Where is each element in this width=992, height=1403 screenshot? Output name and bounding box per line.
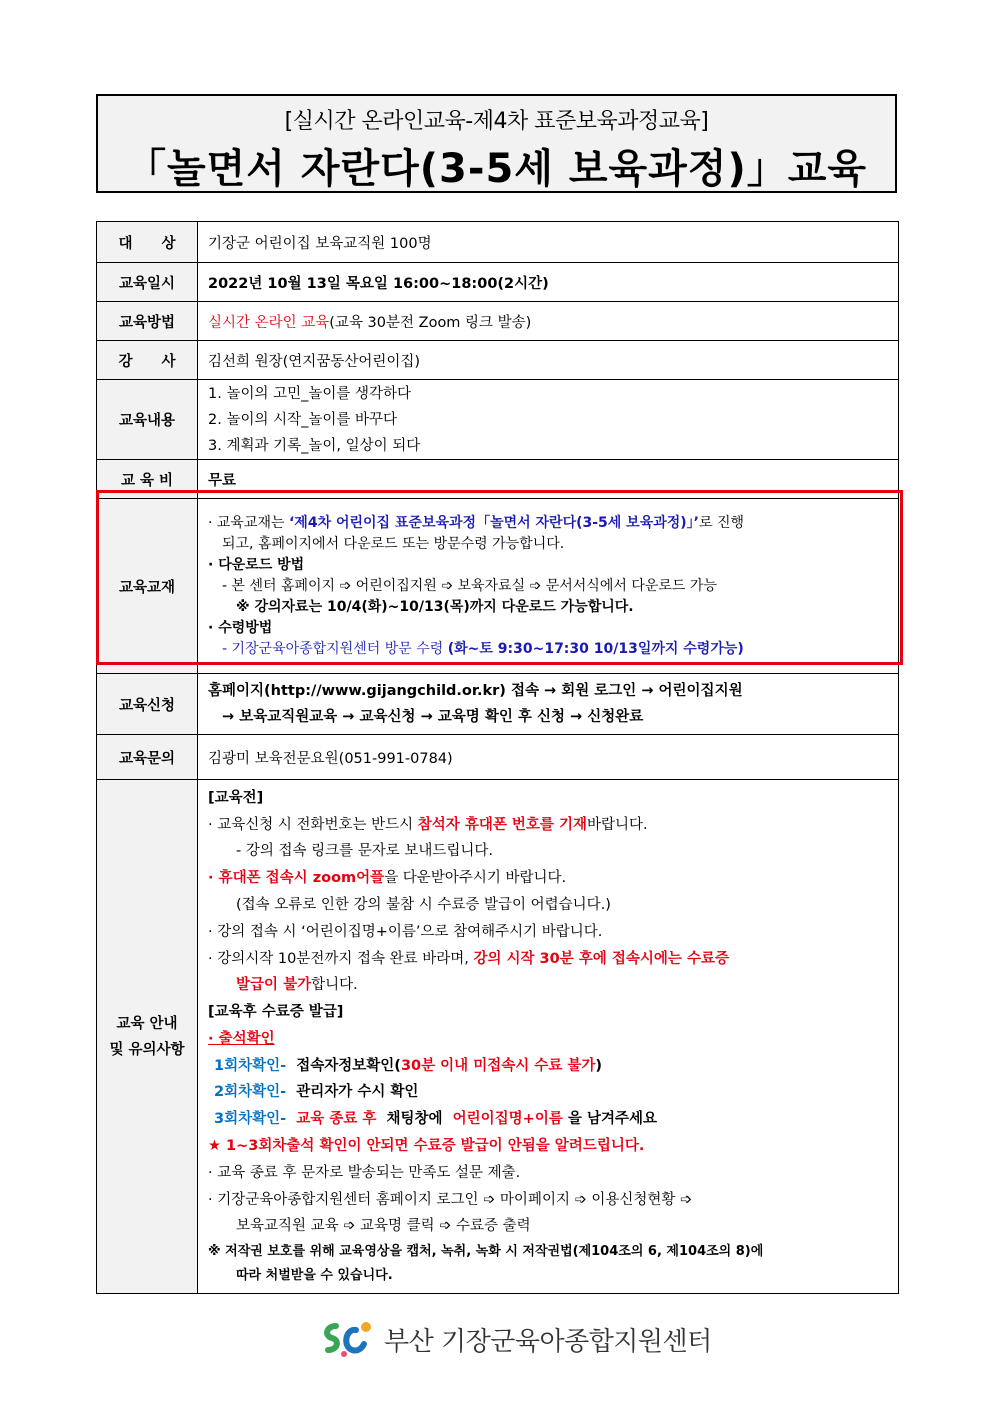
- value-method: [198, 302, 899, 341]
- notice-line: · 휴대폰 접속시 zoom어플을 다운받아주시기 바랍니다.: [208, 870, 567, 887]
- value-fee: 무료: [198, 460, 899, 499]
- row-method: [97, 302, 899, 341]
- apply-line: 홈페이지(http://www.gijangchild.or.kr) 접속 → 회원 로그인 → 어린이집지원: [208, 683, 743, 699]
- notice-copyright: ※ 저작권 보호를 위해 교육영상을 캡처, 녹취, 녹화 시 저작권법(제104조의 6, 제104조의 8)에: [208, 1244, 764, 1260]
- notice-check-1: 1회차확인- 접속자정보확인(30분 이내 미접속시 수료 불가): [214, 1057, 603, 1074]
- notice-line: · 교육신청 시 전화번호는 반드시 참석자 휴대폰 번호를 기재바랍니다.: [208, 816, 648, 833]
- notice-line: · 교육 종료 후 문자로 발송되는 만족도 설문 제출.: [208, 1164, 521, 1181]
- label-inquiry: 교육문의: [97, 735, 198, 780]
- notice-line: · 강의 접속 시 ‘어린이집명+이름’으로 참여해주시기 바랍니다.: [208, 923, 603, 940]
- label-textbook: 교육교재: [97, 499, 198, 674]
- notice-after-head: [교육후 수료증 발급]: [208, 1004, 344, 1021]
- label-method: 교육방법: [97, 302, 198, 341]
- value-lecturer: 김선희 원장(연지꿈동산어린이집): [198, 341, 899, 380]
- notice-line: · 강의시작 10분전까지 접속 완료 바라며, 강의 시작 30분 후에 접속시에는 수료증: [208, 950, 729, 967]
- textbook-line: · 교육교재는 ‘제4차 어린이집 표준보육과정「놀면서 자란다(3-5세 보육과정)」’로 진행: [208, 514, 745, 531]
- value-apply: [198, 674, 899, 735]
- method-online: 실시간 온라인 교육: [208, 314, 330, 331]
- row-lecturer: [97, 341, 899, 380]
- textbook-download-path: - 본 센터 홈페이지 ➩ 어린이집지원 ➩ 보육자료실 ➩ 문서서식에서 다운로드 가능: [222, 577, 717, 594]
- notice-line: - 강의 접속 링크를 문자로 보내드립니다.: [236, 843, 493, 860]
- method-note: (교육 30분전 Zoom 링크 발송): [329, 314, 532, 331]
- textbook-line: 되고, 홈페이지에서 다운로드 또는 방문수령 가능합니다.: [222, 535, 565, 552]
- notice-check-3: 3회차확인- 교육 종료 후 채팅창에 어린이집명+이름 을 남겨주세요: [214, 1111, 657, 1128]
- value-content: [198, 380, 899, 460]
- textbook-title: ‘제4차 어린이집 표준보육과정「놀면서 자란다(3-5세 보육과정)」’: [288, 514, 699, 531]
- row-date: [97, 263, 899, 302]
- value-notice: [198, 780, 899, 1294]
- value-date: 2022년 10월 13일 목요일 16:00~18:00(2시간): [198, 263, 899, 302]
- notice-star: ★ 1~3회차출석 확인이 안되면 수료증 발급이 안됨을 알려드립니다.: [208, 1138, 645, 1155]
- notice-line: (접속 오류로 인한 강의 불참 시 수료증 발급이 어렵습니다.): [236, 896, 611, 913]
- label-lecturer: 강 사: [97, 341, 198, 380]
- notice-attend-head: · 출석확인: [208, 1030, 275, 1047]
- row-content: [97, 380, 899, 460]
- notice-before-head: [교육전]: [208, 789, 264, 806]
- textbook-pickup-head: · 수령방법: [208, 619, 273, 636]
- row-textbook: [97, 499, 899, 674]
- textbook-pickup: - 기장군육아종합지원센터 방문 수령 (화~토 9:30~17:30 10/13일까지 수령가능): [222, 640, 744, 657]
- value-inquiry: 김광미 보육전문요원(051-991-0784): [198, 735, 899, 780]
- value-target: 기장군 어린이집 보육교직원 100명: [198, 222, 899, 263]
- row-apply: [97, 674, 899, 735]
- content-item: 2. 놀이의 시작_놀이를 바꾸다: [208, 411, 397, 428]
- value-textbook: [198, 499, 899, 674]
- title-subtitle: [실시간 온라인교육-제4차 표준보육과정교육]: [284, 109, 709, 134]
- row-target: [97, 222, 899, 263]
- footer: [322, 1318, 712, 1360]
- textbook-download-head: · 다운로드 방법: [208, 556, 305, 573]
- label-apply: 교육신청: [97, 674, 198, 735]
- info-table: [96, 221, 899, 1294]
- notice-line: 발급이 불가합니다.: [236, 977, 358, 994]
- label-target: 대 상: [97, 222, 198, 263]
- content-item: 1. 놀이의 고민_놀이를 생각하다: [208, 385, 411, 402]
- center-logo-icon: [322, 1318, 374, 1360]
- apply-line: → 보육교직원교육 → 교육신청 → 교육명 확인 후 신청 → 신청완료: [222, 709, 644, 725]
- footer-org: 부산 기장군육아종합지원센터: [384, 1326, 712, 1357]
- label-content: 교육내용: [97, 380, 198, 460]
- title-box: [96, 94, 897, 193]
- notice-line: · 기장군육아종합지원센터 홈페이지 로그인 ➩ 마이페이지 ➩ 이용신청현황 ➩: [208, 1191, 693, 1208]
- title-main: 「놀면서 자란다(3-5세 보육과정)」교육: [126, 146, 867, 192]
- label-date: 교육일시: [97, 263, 198, 302]
- row-notice: [97, 780, 899, 1294]
- notice-line: 보육교직원 교육 ➩ 교육명 클릭 ➩ 수료증 출력: [236, 1218, 531, 1235]
- content-item: 3. 계획과 기록_놀이, 일상이 되다: [208, 437, 421, 454]
- row-fee: [97, 460, 899, 499]
- notice-copyright: 따라 처벌받을 수 있습니다.: [236, 1268, 393, 1284]
- row-inquiry: [97, 735, 899, 780]
- notice-check-2: 2회차확인- 관리자가 수시 확인: [214, 1084, 419, 1101]
- label-notice: 교육 안내 및 유의사항: [97, 780, 198, 1294]
- textbook-download-period: ※ 강의자료는 10/4(화)~10/13(목)까지 다운로드 가능합니다.: [236, 598, 634, 615]
- label-fee: 교 육 비: [97, 460, 198, 499]
